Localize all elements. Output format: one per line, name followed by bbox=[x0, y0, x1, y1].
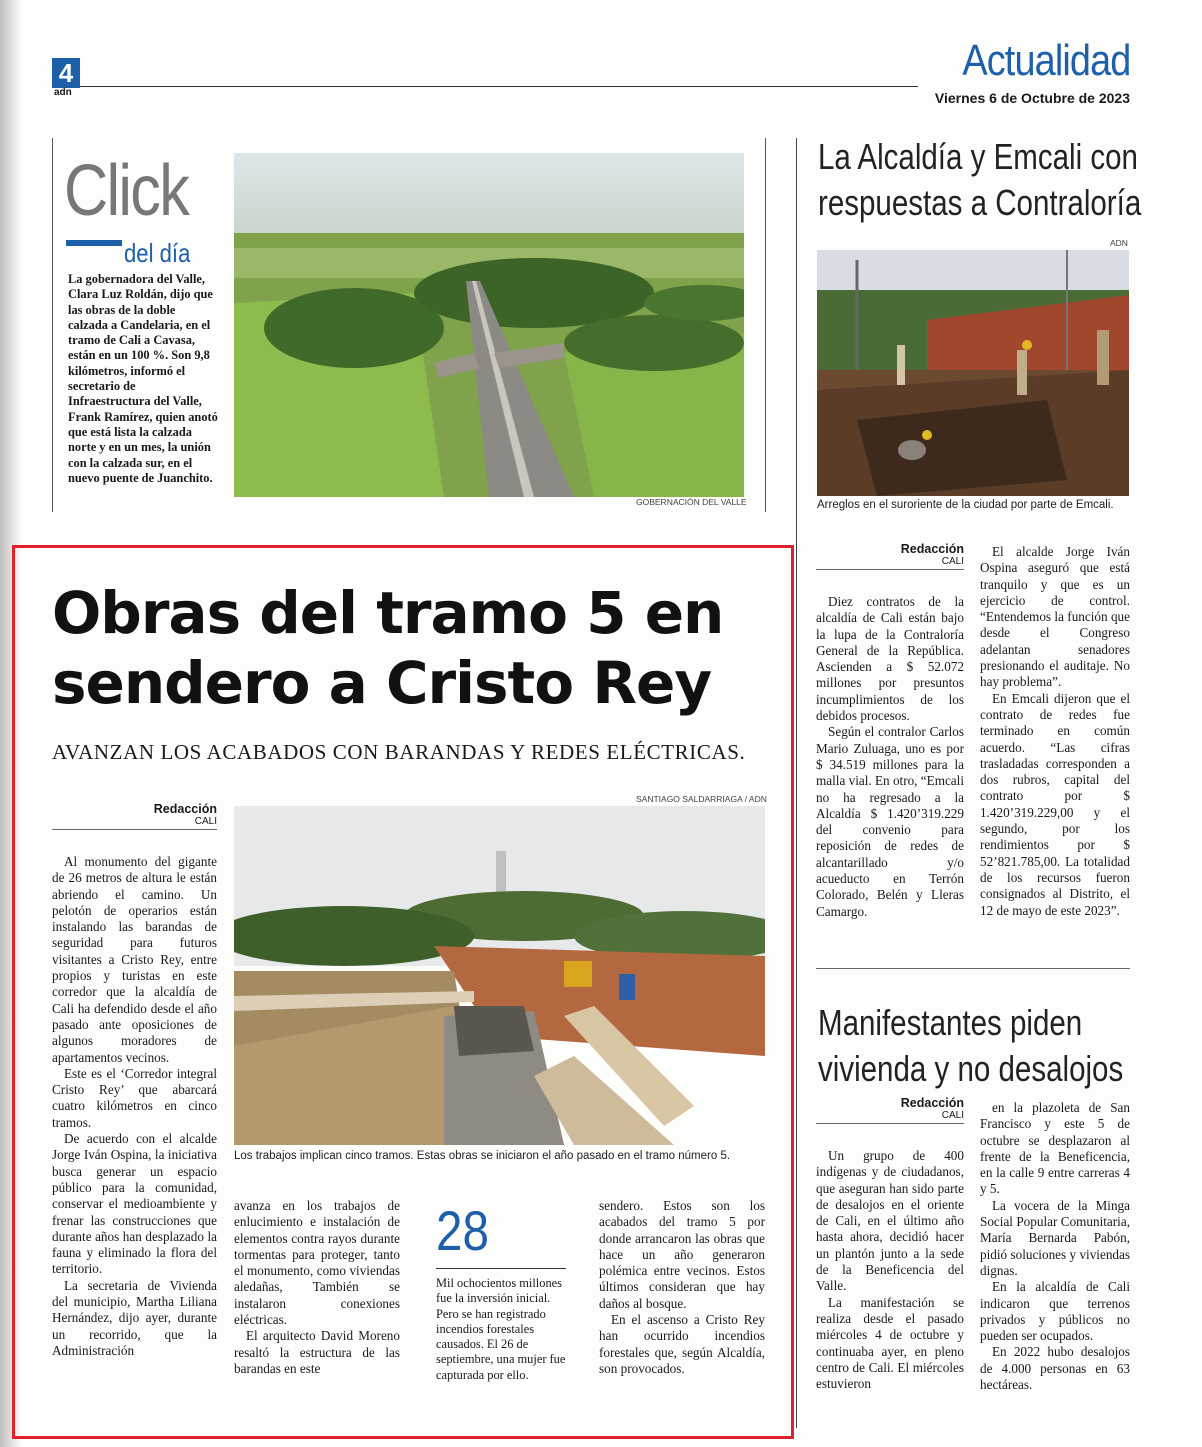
paragraph: La secretaria de Vivienda del municipio, Martha Liliana Hernández, dijo ayer, durante un recorrido, que la Administración bbox=[52, 1277, 217, 1358]
main-column-4 bbox=[599, 1198, 765, 1377]
main-deck: AVANZAN LOS ACABADOS CON BARANDAS Y REDES ELÉCTRICAS. bbox=[52, 740, 746, 764]
main-caption: Los trabajos implican cinco tramos. Estas obras se iniciaron el año pasado en el tramo número 5. bbox=[234, 1150, 731, 1162]
paragraph: La vocera de la Minga Social Popular Comunitaria, María Bernarda Pabón, pidió soluciones y viviendas dignas. bbox=[980, 1197, 1130, 1278]
paragraph: Diez contratos de la alcaldía de Cali están bajo la lupa de la Contraloría General de la República. Ascienden a $ 52.072 millones por presuntos incumplimientos de los debidos procesos. bbox=[816, 594, 964, 724]
paragraph: avanza en los trabajos de enlucimiento e instalación de elementos contra rayos durante tormentas para proteger, tanto el monumento, como viviendas aledañas, También se instalaron conexiones eléctricas. bbox=[234, 1198, 400, 1328]
main-column-2 bbox=[234, 1198, 400, 1377]
excavation-photo bbox=[817, 250, 1129, 496]
main-photo-credit: SANTIAGO SALDARRIAGA / ADN bbox=[636, 794, 767, 804]
paragraph: En Emcali dijeron que el contrato de redes fue terminado en común acuerdo. “Las cifras trasladadas corresponden a dos rubros, capital del contrato por $ 1.420’319.229,00 y el segundo, por los rendimientos por $ 52’821.785,00. La totalidad de los recursos fueron consignados al Distrito, el 12 de mayo de este 2023”. bbox=[980, 690, 1130, 918]
header-rule bbox=[80, 86, 918, 87]
emcali-caption: Arreglos en el suroriente de la ciudad por parte de Emcali. bbox=[817, 499, 1114, 511]
column-divider bbox=[796, 138, 797, 1428]
cristo-rey-works-photo bbox=[234, 806, 765, 1145]
click-accent-bar bbox=[66, 240, 122, 246]
protest-headline: Manifestantes piden vivienda y no desalojos bbox=[818, 1002, 1124, 1089]
paragraph: En 2022 hubo desalojos de 4.000 personas en 63 hectáreas. bbox=[980, 1344, 1130, 1393]
main-author: Redacción bbox=[153, 802, 217, 816]
click-title: Click bbox=[64, 151, 189, 231]
main-column-1 bbox=[52, 854, 217, 1359]
main-byline bbox=[52, 802, 217, 830]
main-headline: Obras del tramo 5 en sendero a Cristo Rey bbox=[52, 579, 724, 717]
emcali-headline: La Alcaldía y Emcali con respuestas a Contraloría bbox=[818, 136, 1142, 223]
paragraph: El arquitecto David Moreno resaltó la estructura de las barandas en este bbox=[234, 1328, 400, 1376]
emcali-author: Redacción bbox=[900, 542, 964, 556]
protest-byline bbox=[816, 1096, 964, 1124]
protest-location: CALI bbox=[941, 1110, 964, 1121]
paragraph: Un grupo de 400 indígenas y de ciudadanos, que aseguran han sido parte de desalojos en el oriente de Cali, en el último año hasta ahora, decidió hacer un plantón junto a la sede de la Beneficencia del Valle. bbox=[816, 1148, 964, 1294]
protest-column-1 bbox=[816, 1148, 964, 1392]
paragraph: Según el contralor Carlos Mario Zuluaga, uno es por $ 34.519 millones para la malla vial. En otro, “Emcali no ha regresado a la Alcaldía $ 1.420’319.229 del convenio para reposición de redes de alcantarillado y/o acueducto en Terrón Colorado, Belén y Lleras Camargo. bbox=[816, 724, 964, 919]
paragraph: De acuerdo con el alcalde Jorge Iván Ospina, la iniciativa busca generar un espacio público para la comunidad, conservar el medioambiente y frenar las construcciones que durante años han desplazado la fauna y eliminado la flora del territorio. bbox=[52, 1131, 217, 1277]
paragraph: La manifestación se realiza desde el pasado miércoles 4 de octubre y continuaba ayer, en pleno centro de Cali. El miércoles estuvieron bbox=[816, 1294, 964, 1392]
aerial-road-photo bbox=[234, 153, 744, 497]
issue-date: Viernes 6 de Octubre de 2023 bbox=[934, 90, 1130, 106]
emcali-byline bbox=[816, 542, 964, 570]
protest-column-2 bbox=[980, 1100, 1130, 1393]
paragraph: En la alcaldía de Cali indicaron que terrenos privados y públicos no pueden ser ocupados. bbox=[980, 1279, 1130, 1344]
emcali-column-2 bbox=[980, 544, 1130, 919]
story-separator bbox=[816, 968, 1130, 969]
paragraph: Este es el ‘Corredor integral Cristo Rey’ que abarcará cuatro kilómetros en cinco tramos. bbox=[52, 1065, 217, 1130]
stat-text: Mil ochocientos millones fue la inversión inicial. Pero se han registrado incendios forestales causados. El 26 de septiembre, una mujer fue capturada por ello. bbox=[436, 1276, 566, 1382]
click-subtitle: del día bbox=[124, 238, 191, 268]
main-location: CALI bbox=[194, 816, 217, 827]
paragraph: sendero. Estos son los acabados del tramo 5 por donde arrancaron las obras que hace un año generaron polémica entre vecinos. Estos últimos consideran que hay daños al bosque. bbox=[599, 1198, 765, 1311]
paragraph: en la plazoleta de San Francisco y este 5 de octubre se desplazaron al frente de la Beneficencia, en la calle 9 entre carreras 4 y 5. bbox=[980, 1100, 1130, 1197]
brand-logo: adn bbox=[54, 87, 72, 98]
paragraph: En el ascenso a Cristo Rey han ocurrido incendios forestales que, según Alcaldía, son provocados. bbox=[599, 1312, 765, 1376]
page-number: 4 bbox=[52, 58, 80, 88]
stat-rule bbox=[436, 1268, 566, 1269]
paragraph: El alcalde Jorge Iván Ospina aseguró que está tranquilo y que es un ejercicio de control. “Entendemos la función que desde el Congreso adelantan senadores presionando el auditaje. No hay problema”. bbox=[980, 544, 1130, 690]
stat-number: 28 bbox=[436, 1199, 489, 1262]
protest-author: Redacción bbox=[900, 1096, 964, 1110]
paragraph: Al monumento del gigante de 26 metros de altura le están abriendo el camino. Un pelotón de operarios están instalando las barandas de seguridad para futuros visitantes a Cristo Rey, entre propios y turistas en este corredor que la alcaldía de Cali ha defendido desde el año pasado ante oposiciones de algunos moradores de apartamentos vecinos. bbox=[52, 854, 217, 1065]
emcali-column-1 bbox=[816, 594, 964, 920]
click-photo-credit: GOBERNACIÓN DEL VALLE bbox=[636, 497, 747, 507]
emcali-photo-credit: ADN bbox=[1110, 238, 1128, 248]
click-text: La gobernadora del Valle, Clara Luz Roldán, dijo que las obras de la doble calzada a Candelaria, en el tramo de Cali a Cavasa, están en un 100 %. Son 9,8 kilómetros, informó el secretario de Infraestructura del Valle, Frank Ramírez, quien anotó que está lista la calzada norte y en un mes, la unión con la calzada sur, en el nuevo puente de Juanchito. bbox=[68, 272, 218, 485]
section-title: Actualidad bbox=[961, 36, 1130, 85]
emcali-location: CALI bbox=[941, 556, 964, 567]
